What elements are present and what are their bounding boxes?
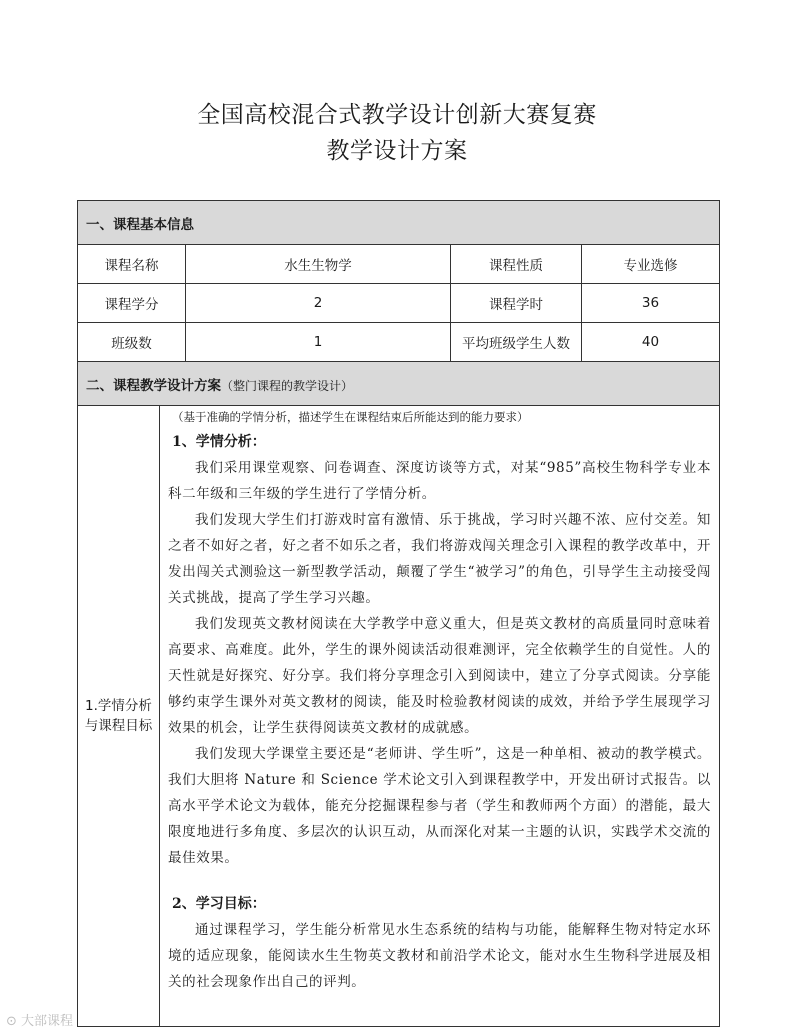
hint-text: （基于准确的学情分析，描述学生在课程结束后所能达到的能力要求） <box>172 410 529 424</box>
paragraph: 我们发现大学生们打游戏时富有激情、乐于挑战，学习时兴趣不浓、应付交差。知之者不如好之者，好之者不如乐之者，我们将游戏闯关理念引入课程的教学改革中，开发出闯关式测验这一新型教学活动，颠覆了学生“被学习”的角色，引导学生主动接受闯关式挑战，提高了学生学习兴趣。 <box>168 512 712 606</box>
watermark: ⊙ 大部课程 <box>6 1014 74 1029</box>
field-label: 班级数 <box>78 323 186 362</box>
paragraph: 我们采用课堂观察、问卷调查、深度访谈等方式，对某“985”高校生物科学专业本科二年级和三年级的学生进行了学情分析。 <box>168 460 712 502</box>
info-row <box>78 284 720 323</box>
info-row <box>78 323 720 362</box>
field-value: 1 <box>186 323 451 362</box>
section2-note: （整门课程的教学设计） <box>221 378 354 393</box>
field-value: 水生生物学 <box>186 245 451 284</box>
row-label: 1.学情分析与课程目标 <box>78 406 160 1027</box>
field-label: 课程性质 <box>451 245 582 284</box>
content-cell <box>160 406 720 1027</box>
subsection-heading: 2、学习目标： <box>172 896 266 912</box>
field-label: 课程学时 <box>451 284 582 323</box>
title-line-2: 教学设计方案 <box>326 138 468 164</box>
paragraph: 我们发现英文教材阅读在大学教学中意义重大，但是英文教材的高质量同时意味着高要求、高难度。此外，学生的课外阅读活动很难测评，完全依赖学生的自觉性。人的天性就是好探究、好分享。我们将分享理念引入到阅读中，建立了分享式阅读。分享能够约束学生课外对英文教材的阅读，能及时检验教材阅读的成效，并给予学生展现学习效果的机会，让学生获得阅读英文教材的成就感。 <box>168 616 712 736</box>
design-table <box>77 200 720 1027</box>
paragraph: 通过课程学习，学生能分析常见水生态系统的结构与功能，能解释生物对特定水环境的适应现象，能阅读水生生物英文教材和前沿学术论文，能对水生生物科学进展及相关的社会现象作出自己的评判。 <box>168 922 712 990</box>
section1-header: 一、课程基本信息 <box>78 201 720 245</box>
field-label: 课程名称 <box>78 245 186 284</box>
field-value: 40 <box>582 323 720 362</box>
section2-header <box>78 362 720 406</box>
section2-title: 二、课程教学设计方案 <box>86 377 221 394</box>
subsection-heading: 1、学情分析： <box>172 434 266 450</box>
field-label: 平均班级学生人数 <box>451 323 582 362</box>
title-line-1: 全国高校混合式教学设计创新大赛复赛 <box>197 102 597 128</box>
document-title <box>0 97 794 169</box>
paragraph: 我们发现大学课堂主要还是“老师讲、学生听”，这是一种单相、被动的教学模式。我们大胆将 Nature 和 Science 学术论文引入到课程教学中，开发出研讨式报告。以高水平学术论文为载体，能充分挖掘课程参与者（学生和教师两个方面）的潜能，最大限度地进行多角度、多层次的认识互动，从而深化对某一主题的认识，实践学术交流的最佳效果。 <box>168 746 712 866</box>
field-value: 专业选修 <box>582 245 720 284</box>
field-label: 课程学分 <box>78 284 186 323</box>
field-value: 36 <box>582 284 720 323</box>
info-row <box>78 245 720 284</box>
field-value: 2 <box>186 284 451 323</box>
watermark-text: 大部课程 <box>21 1014 74 1029</box>
